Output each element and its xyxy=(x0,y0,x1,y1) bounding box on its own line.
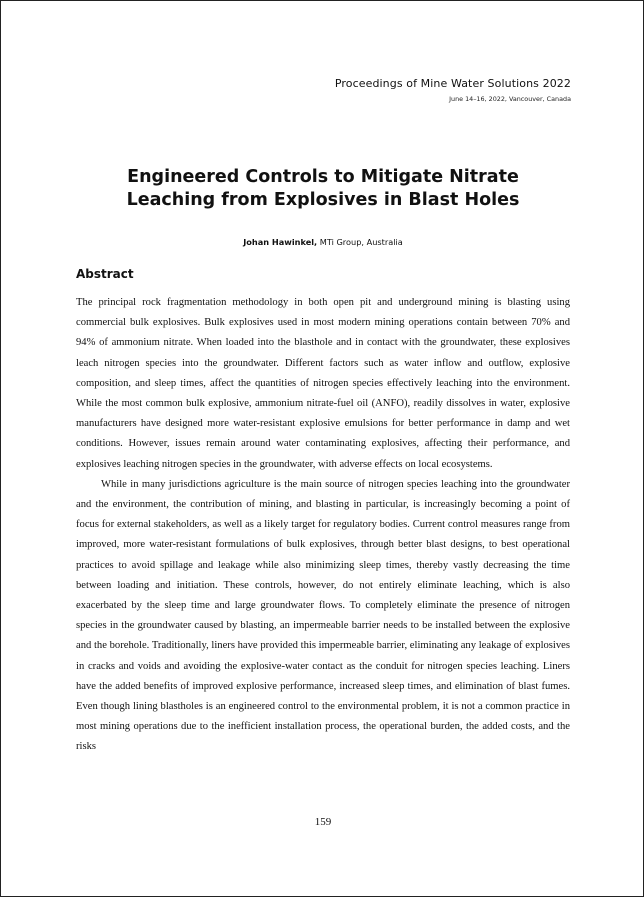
abstract-paragraph-1: The principal rock fragmentation methodology in both open pit and underground mining is blasting using commercial bulk explosives. Bulk explosives used in most modern mining operations contain between 70% and 94% of ammonium nitrate. When loaded into the blasthole and in contact with the groundwater, these explosives leach nitrogen species into the groundwater. Different factors such as water inflow and outflow, explosive composition, and sleep times, affect the quantities of nitrogen species effectively leaching into the environment. While the most common bulk explosive, ammonium nitrate-fuel oil (ANFO), readily dissolves in water, explosive manufacturers have designed more water-resistant explosive emulsions for better performance in damp and wet conditions. However, issues remain around water contaminating explosives, affecting their performance, and explosives leaching nitrogen species in the groundwater, with adverse effects on local ecosystems. xyxy=(76,297,570,470)
abstract-body xyxy=(76,293,570,758)
conference-date-location: June 14–16, 2022, Vancouver, Canada xyxy=(449,95,571,103)
title-line-1: Engineered Controls to Mitigate Nitrate xyxy=(127,167,519,187)
page-number: 159 xyxy=(314,816,332,828)
author-name: Johan Hawinkel, xyxy=(243,237,318,247)
paper-title xyxy=(101,166,545,212)
author-affiliation: MTi Group, Australia xyxy=(317,237,403,247)
abstract-paragraph-2: While in many jurisdictions agriculture is the main source of nitrogen species leaching into the groundwater and the environment, the contribution of mining, and blasting in particular, is increasingly becoming a point of focus for external stakeholders, as well as a likely target for regulatory bodies. Current control measures range from improved, more water-resistant formulations of bulk explosives, through better blast designs, to best operational practices to avoid spillage and leakage while also minimizing sleep times, thereby vastly decreasing the time between loading and initiation. These controls, however, do not entirely eliminate leaching, which is also exacerbated by the sleep time and large groundwater flows. To completely eliminate the presence of nitrogen species in the groundwater caused by blasting, an impermeable barrier needs to be installed between the explosive and the borehole. Traditionally, liners have provided this impermeable barrier, eliminating any leakage of explosives in cracks and voids and avoiding the explosive-water contact as the conduit for nitrogen species leaching. Liners have the added benefits of improved explosive performance, increased sleep times, and elimination of blast fumes. Even though lining blastholes is an engineered control to the environmental problem, it is not a common practice in most mining operations due to the inefficient installation process, the operational burden, the added costs, and the risks xyxy=(76,478,570,753)
author-line xyxy=(101,237,545,247)
proceedings-header: Proceedings of Mine Water Solutions 2022 xyxy=(334,77,571,90)
abstract-heading: Abstract xyxy=(76,267,134,281)
title-line-2: Leaching from Explosives in Blast Holes xyxy=(126,190,520,210)
